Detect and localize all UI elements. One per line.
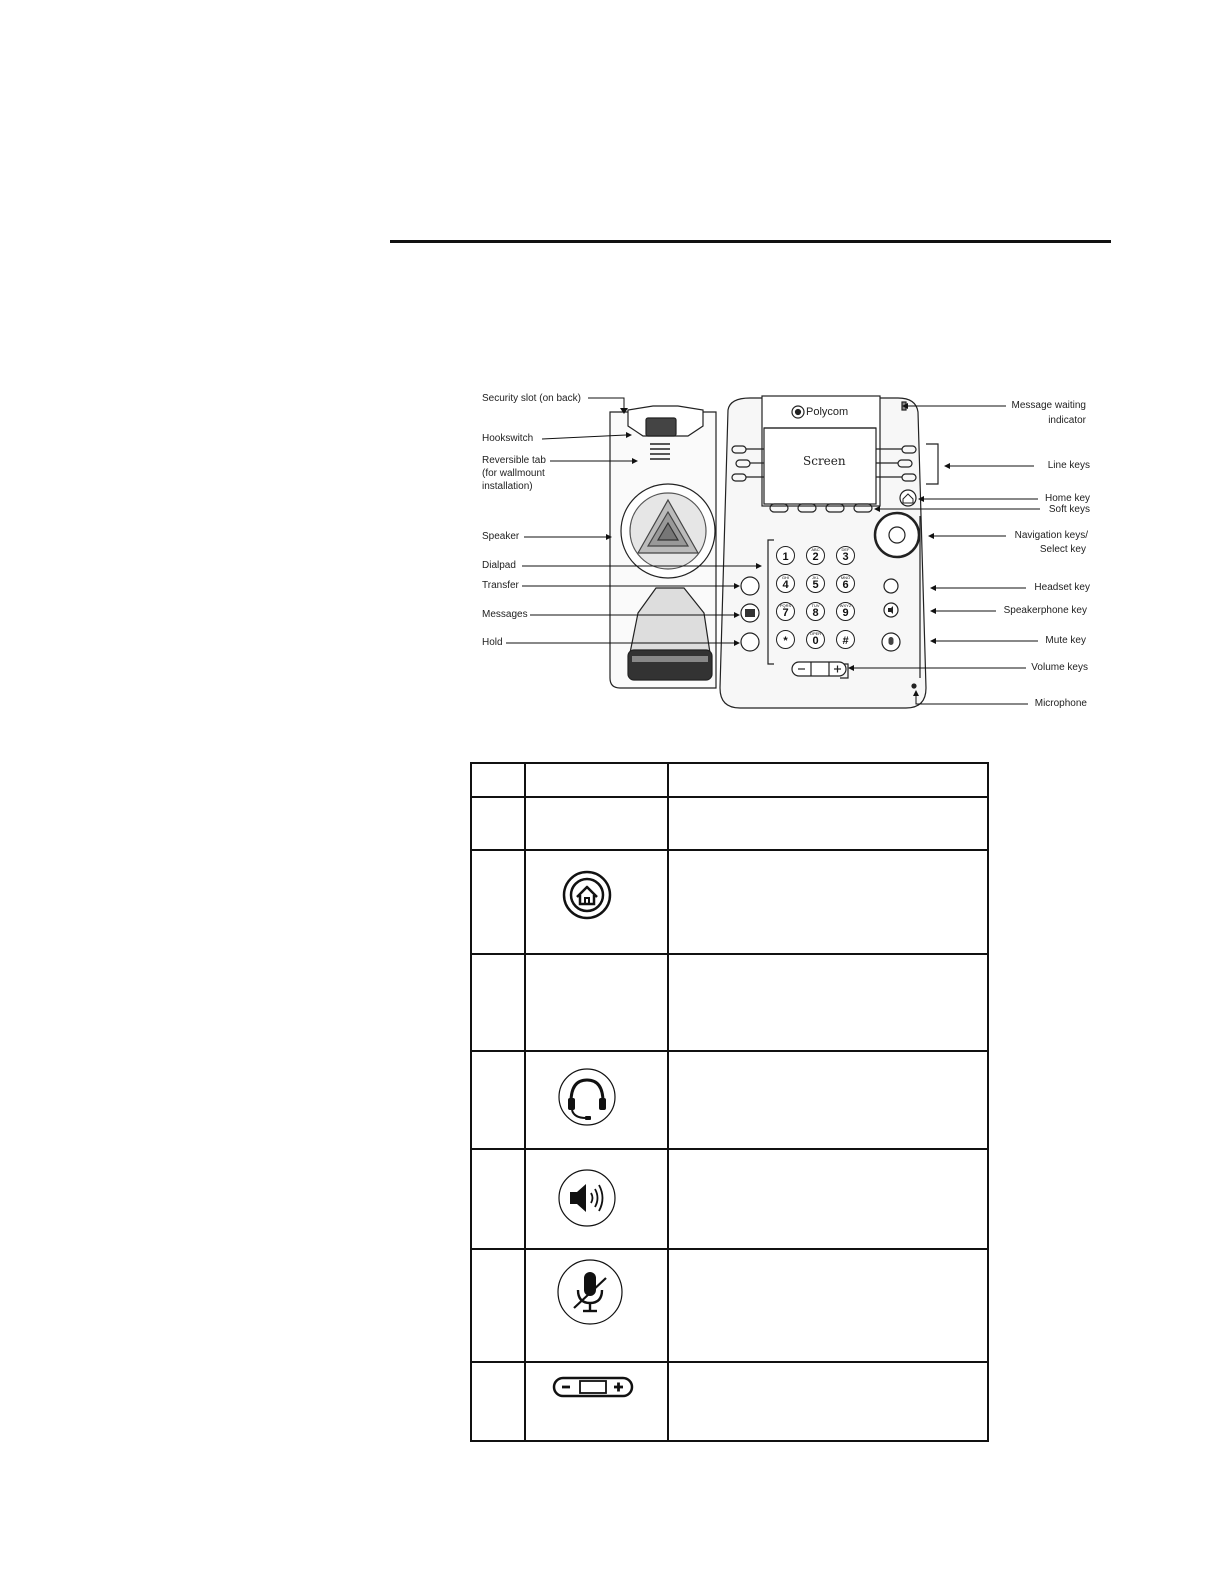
microphone: [912, 684, 916, 688]
callout-reversible-tab: Reversible tab: [482, 455, 546, 466]
callout-hookswitch: Hookswitch: [482, 433, 534, 444]
callout-security-slot: Security slot (on back): [482, 393, 581, 404]
volume-rocker-icon: [552, 1376, 634, 1398]
table-row-divider: [472, 1148, 987, 1150]
line-keys-bracket: [926, 444, 938, 484]
hold-key: [741, 633, 759, 651]
callout-volume-keys: Volume keys: [1031, 662, 1088, 673]
table-row-divider: [472, 796, 987, 798]
header-rule: [390, 240, 1111, 243]
dialpad-key-digit: 6: [842, 579, 849, 591]
table-row-divider: [472, 1361, 987, 1363]
dialpad-key-letters: OPER: [809, 631, 822, 636]
table-col-divider-1: [524, 764, 526, 1440]
callout-soft-keys: Soft keys: [1048, 504, 1090, 515]
headset-key: [884, 579, 898, 593]
navigation-keys: [875, 513, 919, 557]
dialpad-key-1[interactable]: [776, 546, 795, 565]
dialpad-key-9[interactable]: [836, 602, 855, 621]
table-row-divider: [472, 1248, 987, 1250]
callout-select-key: Select key: [1039, 544, 1086, 555]
dialpad-key-letters: WXYZ: [839, 603, 852, 608]
dialpad-key-letters: MNO: [840, 575, 851, 580]
dialpad-key-8[interactable]: [806, 602, 825, 621]
dialpad-key-digit: 1: [782, 551, 789, 563]
key-table: [470, 762, 989, 1442]
callout-speaker: Speaker: [482, 531, 520, 542]
callout-headset-key: Headset key: [1034, 582, 1090, 593]
dialpad-key-digit: 0: [812, 635, 819, 647]
screen-label: Screen: [803, 454, 846, 468]
dialpad-key-7[interactable]: [776, 602, 795, 621]
transfer-key: [741, 577, 759, 595]
callout-line-keys: Line keys: [1047, 460, 1090, 471]
speaker-icon: [556, 1167, 618, 1229]
dialpad-key-letters: TUV: [811, 603, 820, 608]
dialpad-key-3[interactable]: [836, 546, 855, 565]
table-col-divider-2: [667, 764, 669, 1440]
callout-speakerphone-key: Speakerphone key: [1003, 605, 1087, 616]
callout-dialpad: Dialpad: [482, 560, 516, 571]
phone-diagram: [478, 388, 1100, 718]
home-key: [900, 490, 916, 506]
dialpad-key-letters: JKL: [812, 575, 819, 580]
dialpad-key-2[interactable]: [806, 546, 825, 565]
table-row-divider: [472, 1050, 987, 1052]
callout-hold: Hold: [482, 637, 503, 648]
brand-logo-text: Polycom: [806, 406, 849, 418]
dialpad-key-digit: #: [842, 635, 849, 647]
dialpad: [776, 546, 852, 656]
dialpad-key-digit: 3: [842, 551, 849, 563]
dialpad-key-0[interactable]: [806, 630, 825, 649]
dialpad-key-digit: *: [783, 635, 788, 647]
callout-navigation-keys: Navigation keys/: [1014, 530, 1088, 541]
callout-home-key: Home key: [1044, 493, 1090, 504]
dialpad-key-digit: 9: [842, 607, 849, 619]
dialpad-key-6[interactable]: [836, 574, 855, 593]
dialpad-key-digit: 5: [812, 579, 819, 591]
callout-message-waiting-line2: indicator: [1048, 415, 1086, 426]
dialpad-key-digit: 7: [782, 607, 789, 619]
callout-messages: Messages: [482, 609, 528, 620]
dialpad-key-digit: 8: [812, 607, 819, 619]
callout-microphone: Microphone: [1034, 698, 1087, 709]
callout-reversible-tab-line3: installation): [482, 481, 533, 492]
dialpad-key-digit: 2: [812, 551, 819, 563]
dialpad-key-letters: GHI: [781, 575, 790, 580]
table-row-divider: [472, 953, 987, 955]
table-row-divider: [472, 849, 987, 851]
callout-message-waiting: Message waiting: [1011, 400, 1086, 411]
mute-mic-icon: [556, 1258, 624, 1326]
dialpad-key-hash[interactable]: [836, 630, 855, 649]
dialpad-key-4[interactable]: [776, 574, 795, 593]
hookswitch: [646, 418, 676, 436]
dialpad-key-letters: DEF: [841, 547, 850, 552]
dialpad-key-letters: ABC: [811, 547, 820, 552]
dialpad-key-star[interactable]: [776, 630, 795, 649]
callout-transfer: Transfer: [482, 580, 519, 591]
dialpad-key-digit: 4: [782, 579, 789, 591]
dialpad-key-5[interactable]: [806, 574, 825, 593]
callout-mute-key: Mute key: [1045, 635, 1086, 646]
callout-reversible-tab-line2: (for wallmount: [482, 468, 545, 479]
dialpad-key-letters: PQRS: [779, 603, 792, 608]
home-icon: [556, 870, 618, 920]
headset-icon: [556, 1066, 618, 1128]
